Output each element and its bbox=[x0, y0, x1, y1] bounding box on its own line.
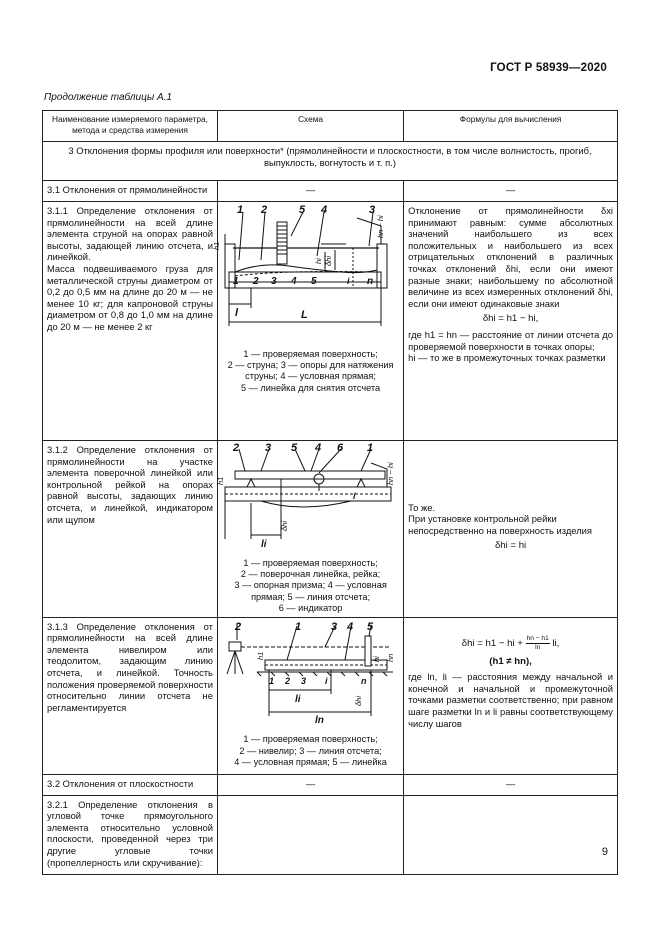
label-hn: hn bbox=[385, 653, 395, 662]
label-2: 2 bbox=[234, 620, 242, 633]
label-1: 1 bbox=[232, 276, 239, 287]
label-i: i bbox=[352, 491, 356, 501]
label-i: i bbox=[346, 276, 350, 286]
label-5: 5 bbox=[290, 442, 298, 454]
label-5: 5 bbox=[310, 276, 317, 287]
caption-line: 2 — струна; 3 — опоры для натяжения струны; 4 — условная прямая; bbox=[227, 360, 394, 382]
caption-line: 5 — линейка для снятия отсчета bbox=[240, 382, 381, 393]
dash-cell: — bbox=[404, 774, 618, 795]
table-header-row bbox=[43, 111, 618, 142]
table-row bbox=[43, 795, 618, 874]
label-2: 2 bbox=[252, 276, 259, 287]
col-header-formulas: Формулы для вычисления bbox=[404, 111, 618, 142]
label-3: 3 bbox=[264, 442, 272, 454]
label-2: 2 bbox=[232, 442, 240, 454]
label-i: i bbox=[324, 675, 328, 686]
verification-ruler bbox=[235, 471, 385, 479]
parameters-table bbox=[42, 110, 618, 875]
section-row bbox=[43, 142, 618, 181]
item-3-1-2-text: 3.1.2 Определение отклонения от прямолинейности на участке элемента поверочной линейкой или контрольной рейкой на опорах равной высоты, задающих линию отсчета, и линейкой, индикатором или щупом bbox=[47, 444, 213, 525]
caption-line: 1 — проверяемая поверхность; bbox=[243, 734, 378, 745]
label-1: 1 bbox=[366, 442, 374, 454]
label-1: 1 bbox=[236, 204, 244, 216]
item-3-1-1-text: 3.1.1 Определение отклонения от прямолинейности на всей длине элемента струной на опорах равной высоты, задающей линию отсчета, и линейкой. bbox=[47, 205, 213, 263]
table-continuation: Продолжение таблицы А.1 bbox=[44, 92, 172, 103]
label-4: 4 bbox=[290, 276, 297, 287]
label-n: n bbox=[360, 675, 367, 686]
label-h1: h1 bbox=[211, 241, 221, 250]
table-row bbox=[43, 181, 618, 202]
item-3-1-1-formula-text: Отклонение от прямолинейности δxi принимают равным: сумме абсолютных значений наибольшего из всех положительных и наибольшего из всех отрицательных отклонений в различных точках отклонений δhi, если они имеют разные знаки; наибольшему по абсолютной величине из всех измеренных отклонений δhi, если они имеют одинаковые знаки bbox=[408, 205, 613, 309]
formula-fraction bbox=[526, 635, 550, 652]
dash-cell: — bbox=[217, 181, 403, 202]
item-3-1-1-where: где h1 = hn — расстояние от линии отсчета до проверяемой поверхности в точках опоры; bbox=[408, 328, 613, 352]
label-2: 2 bbox=[260, 204, 268, 216]
caption-line: 3 — опорная призма; 4 — условная прямая; 5 — линия отсчета; bbox=[234, 580, 387, 602]
dash-cell: — bbox=[217, 774, 403, 795]
label-1: 1 bbox=[268, 675, 274, 686]
label-dhi: δhi bbox=[279, 520, 289, 531]
formula-lhs: δhi = h1 − hi + bbox=[461, 637, 523, 649]
scheme-3-1-3 bbox=[221, 620, 397, 724]
item-3-1-2-rail-text: При установке контрольной рейки непосредственно на поверхность изделия bbox=[408, 513, 592, 536]
label-5: 5 bbox=[298, 204, 306, 216]
label-3: 3 bbox=[330, 620, 338, 633]
label-5: 5 bbox=[366, 620, 374, 633]
label-ln: ln bbox=[314, 714, 324, 726]
scheme-3-1-1 bbox=[211, 204, 397, 340]
item-3-1-1-mass-text: Масса подвешиваемого груза для металлической струны диаметром от 0,2 до 0,5 мм на длине до 20 м — не менее 10 кг; для капроновой струны диаметром от 0,8 до 1,0 мм на длине до 20 м — не менее 2 кг bbox=[47, 262, 213, 332]
label-3: 3 bbox=[270, 276, 277, 287]
col-header-parameter: Наименование измеряемого параметра, метода и средства измерения bbox=[43, 111, 218, 142]
label-n: n bbox=[366, 276, 374, 287]
label-hi: hi bbox=[313, 258, 323, 264]
item-3-1-1-formula: δhi = h1 − hi, bbox=[482, 313, 539, 325]
scheme-3-1-2 bbox=[215, 442, 397, 551]
label-dhi: δhi bbox=[353, 695, 363, 706]
item-3-1-2-same: То же. bbox=[408, 501, 436, 513]
item-3-1-3-condition: (h1 ≠ hn), bbox=[489, 655, 532, 667]
section-3-title: 3 Отклонения формы профиля или поверхности* (прямолинейности и плоскостности, в том числе волнистость, прогиб, выпуклость, вогнутость и т. п.) bbox=[43, 142, 618, 181]
table-row bbox=[43, 202, 618, 441]
item-3-1-2-formula: δhi = hi bbox=[494, 540, 527, 552]
label-4: 4 bbox=[320, 204, 328, 216]
subsection-3-2-title: 3.2 Отклонения от плоскостности bbox=[43, 774, 218, 795]
label-dhi: δhi bbox=[323, 255, 333, 266]
label-3: 3 bbox=[300, 675, 306, 686]
empty-cell bbox=[404, 795, 618, 874]
label-4: 4 bbox=[346, 620, 354, 633]
caption-line: 2 — нивелир; 3 — линия отсчета; bbox=[239, 745, 382, 756]
label-2: 2 bbox=[284, 675, 290, 686]
label-l: l bbox=[234, 307, 239, 319]
table-row bbox=[43, 617, 618, 774]
label-L: L bbox=[300, 309, 308, 321]
label-h1: h1 bbox=[215, 476, 225, 485]
caption-line: 2 — поверочная линейка, рейка; bbox=[240, 569, 381, 579]
table-row bbox=[43, 774, 618, 795]
item-3-1-1-where2: hi — то же в промежуточных точках разметки bbox=[408, 352, 606, 364]
label-li: li bbox=[294, 693, 301, 705]
table-row bbox=[43, 441, 618, 618]
item-3-1-3-text: 3.1.3 Определение отклонения от прямолинейности на всей длине элемента нивелиром или теодолитом, задающим линию отсчета, и линейкой. Точность положения проверяемой поверхности относительно линии отсчета не регламентируется bbox=[47, 620, 213, 713]
subsection-3-1-title: 3.1 Отклонения от прямолинейности bbox=[43, 181, 218, 202]
formula-tail: li, bbox=[552, 637, 560, 649]
frac-denominator: ln bbox=[535, 643, 541, 651]
label-hn-hi: hn − hi bbox=[385, 462, 395, 485]
caption-line: 4 — условная прямая; 5 — линейка bbox=[234, 757, 387, 768]
label-h1: h1 bbox=[255, 651, 265, 660]
page-number: 9 bbox=[601, 846, 608, 858]
frac-numerator: hn − h1 bbox=[526, 634, 549, 642]
caption-line: 1 — проверяемая поверхность; bbox=[243, 348, 378, 359]
label-li: li bbox=[260, 539, 267, 550]
caption-line: 1 — проверяемая поверхность; bbox=[243, 557, 378, 568]
level-instrument bbox=[229, 642, 241, 651]
item-3-1-3-where: где ln, li — расстояния между начальной и конечной и начальной и промежуточной точками разметки соответственно; при равном шаге разметки ln и li равны соответствующему числу шагов bbox=[408, 671, 613, 729]
document-header: ГОСТ Р 58939—2020 bbox=[490, 62, 607, 74]
label-hi: hi bbox=[371, 655, 381, 662]
label-3: 3 bbox=[368, 204, 376, 216]
col-header-scheme: Схема bbox=[217, 111, 403, 142]
item-3-2-1-text: 3.2.1 Определение отклонения в угловой точке прямоугольного элемента относительно условной плоскости, проведенной через три другие угловые точки (пропеллерность или скручивание): bbox=[47, 798, 213, 868]
label-hn-hi: hn − hi bbox=[375, 215, 385, 238]
label-6: 6 bbox=[336, 442, 344, 454]
label-1: 1 bbox=[294, 620, 302, 633]
item-3-1-3-formula bbox=[408, 635, 613, 652]
dash-cell: — bbox=[404, 181, 618, 202]
empty-cell bbox=[217, 795, 403, 874]
label-4: 4 bbox=[314, 442, 322, 454]
caption-line: 6 — индикатор bbox=[278, 603, 343, 614]
